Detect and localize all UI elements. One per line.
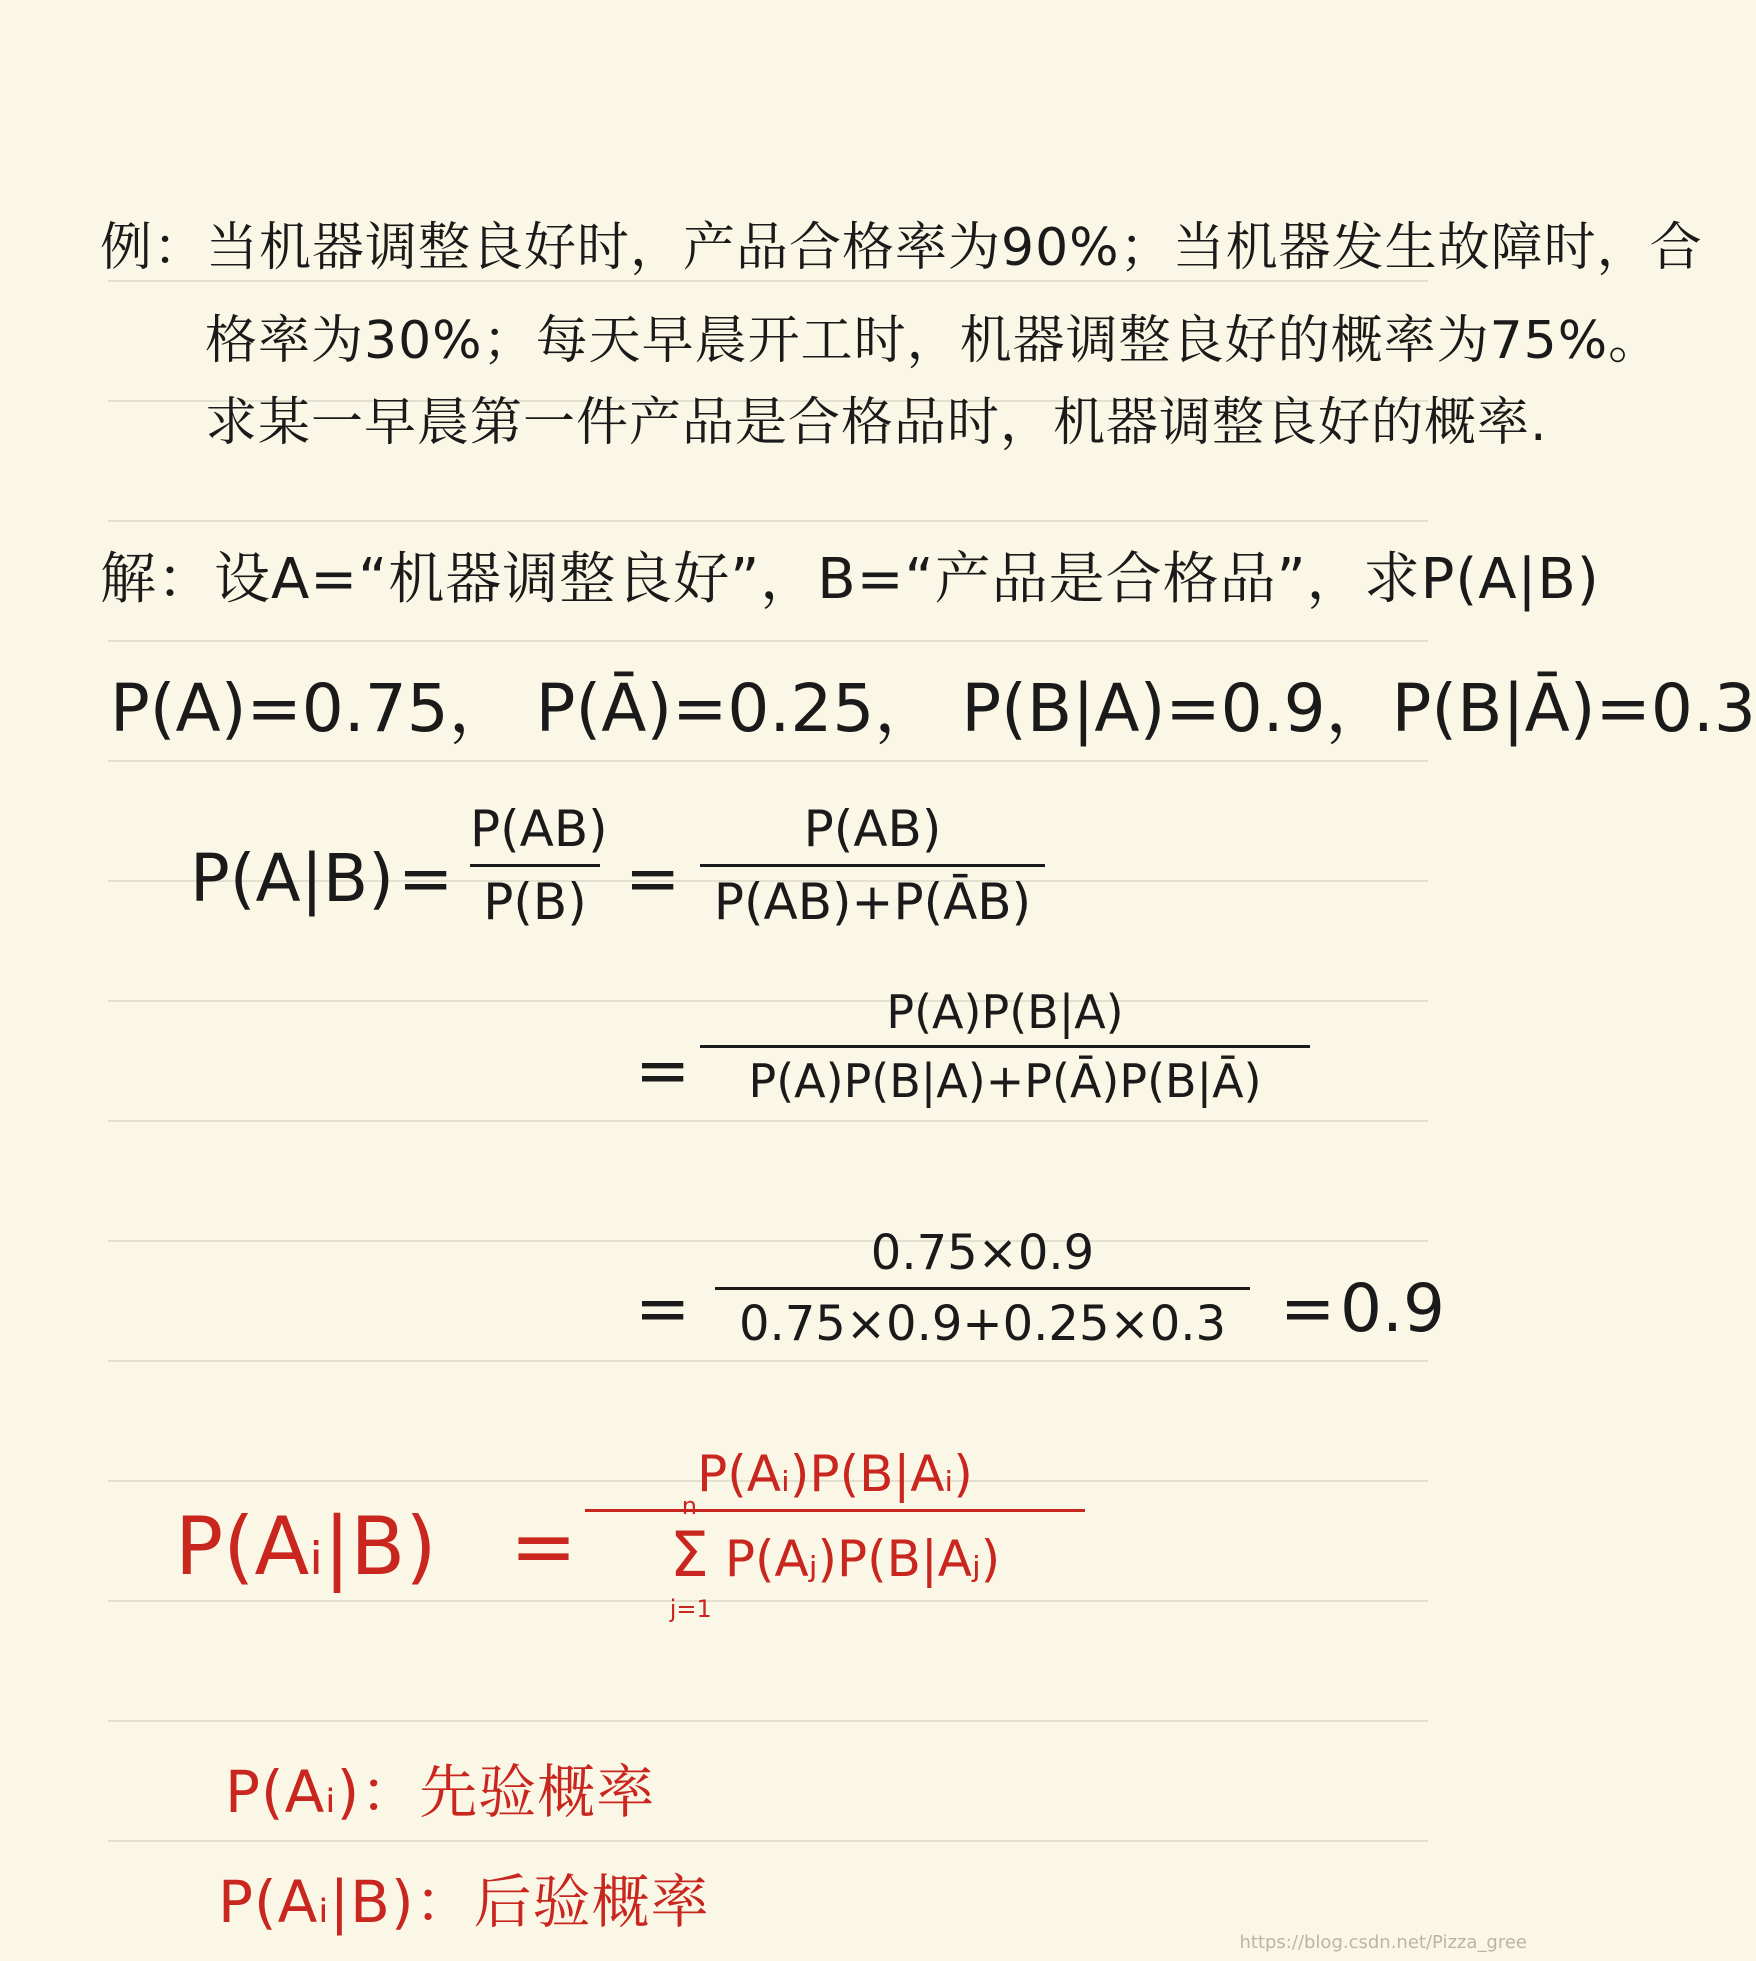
posterior-probability-note: P(Aᵢ|B)：后验概率 xyxy=(218,1868,710,1936)
fraction-joint-over-marginal xyxy=(470,800,608,931)
step1-lhs: P(A|B) xyxy=(190,840,394,917)
ruled-line xyxy=(108,280,1428,282)
fraction-numerator: P(AB) xyxy=(803,800,942,858)
fraction-bar xyxy=(700,1045,1310,1048)
fraction-bar xyxy=(470,864,600,867)
bayes-lhs: P(Aᵢ|B) xyxy=(175,1500,437,1593)
step2-equals: = xyxy=(625,840,681,917)
fraction-denominator: 0.75×0.9+0.25×0.3 xyxy=(738,1296,1227,1352)
prior-probability-note: P(Aᵢ)：先验概率 xyxy=(225,1758,656,1826)
ruled-line xyxy=(108,1360,1428,1362)
fraction-bar xyxy=(585,1509,1085,1512)
ruled-line xyxy=(108,760,1428,762)
problem-line-1: 例：当机器调整良好时，产品合格率为90%；当机器发生故障时，合 xyxy=(100,218,1703,278)
ruled-line xyxy=(108,1840,1428,1842)
fraction-numerator: P(AB) xyxy=(470,800,608,858)
fraction-expanded xyxy=(700,985,1310,1108)
sigma-symbol: Σ xyxy=(669,1518,709,1591)
ruled-line xyxy=(108,640,1428,642)
bayes-fraction xyxy=(585,1445,1085,1623)
fraction-numeric xyxy=(715,1225,1250,1352)
fraction-denominator: P(A)P(B|A)+P(Ā)P(B|Ā) xyxy=(748,1054,1262,1108)
fraction-bar xyxy=(700,864,1045,867)
sum-lower-limit: j=1 xyxy=(669,1595,712,1623)
fraction-total-probability xyxy=(700,800,1045,931)
ruled-line xyxy=(108,1720,1428,1722)
step1-equals: = xyxy=(398,840,454,917)
result-equals: = xyxy=(1280,1270,1336,1347)
fraction-denominator: P(B) xyxy=(483,873,587,931)
problem-line-2: 格率为30%；每天早晨开工时，机器调整良好的概率为75%。 xyxy=(205,311,1662,371)
ruled-line xyxy=(108,1120,1428,1122)
problem-line-3: 求某一早晨第一件产品是合格品时，机器调整良好的概率. xyxy=(205,393,1548,453)
bayes-equals: = xyxy=(510,1500,578,1593)
watermark: https://blog.csdn.net/Pizza_gree xyxy=(1239,1932,1527,1953)
summation-sign xyxy=(669,1492,712,1623)
fraction-numerator: 0.75×0.9 xyxy=(870,1225,1095,1281)
bayes-denominator xyxy=(585,1492,1085,1623)
sum-upper-limit: n xyxy=(681,1492,697,1520)
fraction-bar xyxy=(715,1287,1250,1290)
step4-equals: = xyxy=(635,1270,691,1347)
result-value: 0.9 xyxy=(1340,1270,1445,1347)
step3-equals: = xyxy=(635,1032,691,1109)
solution-setup: 解：设A=“机器调整良好”，B=“产品是合格品”，求P(A|B) xyxy=(100,547,1600,612)
bayes-denominator-term: P(Aⱼ)P(B|Aⱼ) xyxy=(724,1530,1001,1588)
given-probabilities: P(A)=0.75， P(Ā)=0.25， P(B|A)=0.9，P(B|Ā)=0.3 xyxy=(110,670,1756,747)
ruled-line xyxy=(108,520,1428,522)
fraction-numerator: P(A)P(B|A) xyxy=(886,985,1124,1039)
fraction-denominator: P(AB)+P(ĀB) xyxy=(713,873,1032,931)
bayes-numerator: P(Aᵢ)P(B|Aᵢ) xyxy=(697,1445,973,1503)
ruled-line xyxy=(108,1600,1428,1602)
